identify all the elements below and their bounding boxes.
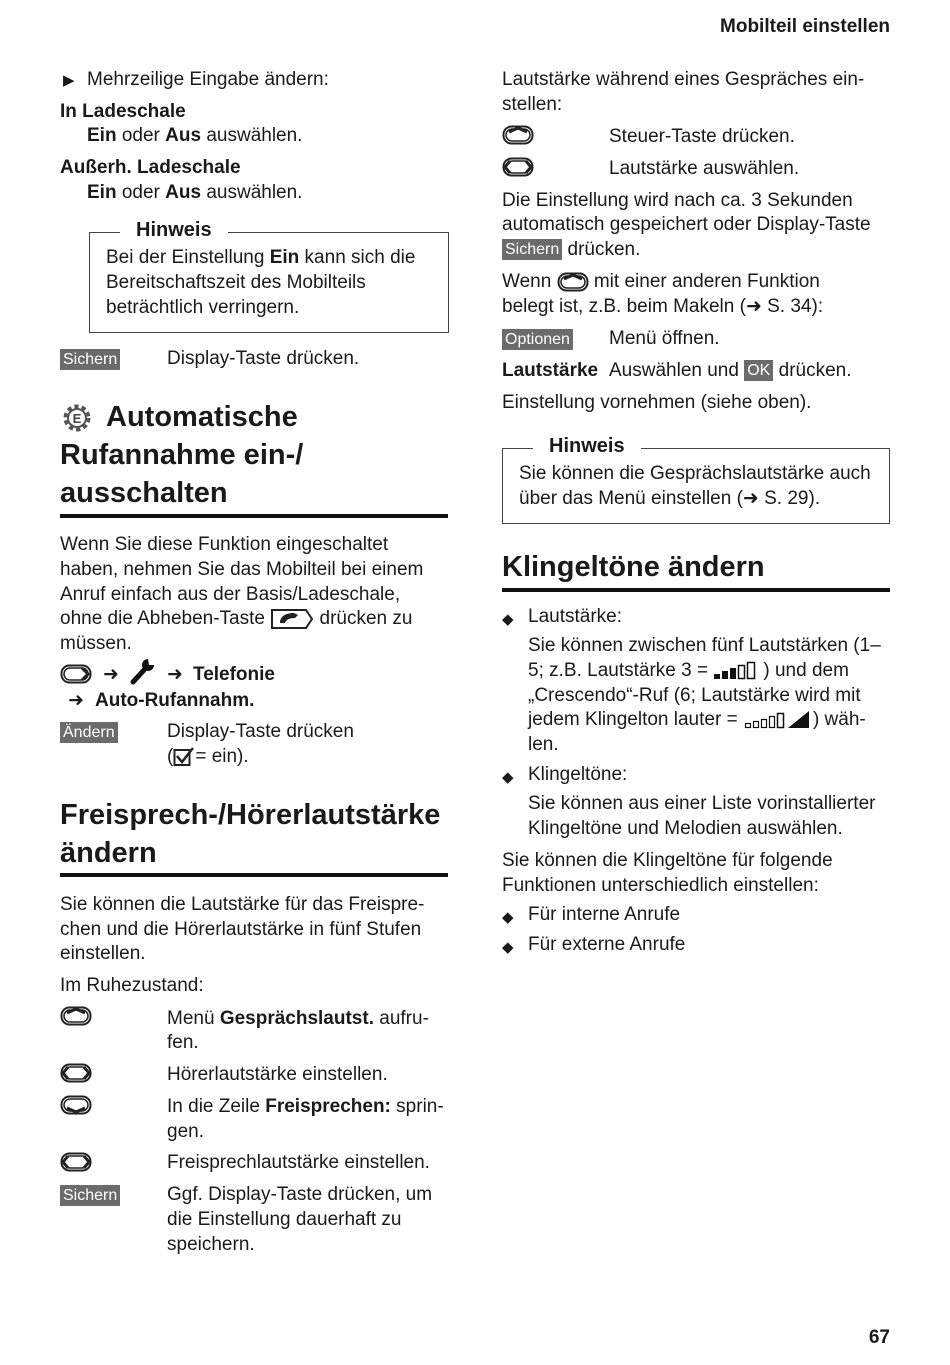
list-item-text: 5; z.B. Lautstärke 3 = ) und dem [528, 660, 849, 681]
step-text: Auswählen und OK drücken. [609, 360, 852, 381]
nav-key-right-icon [60, 664, 92, 684]
list-item-text: Sie können aus einer Liste vorinstallierter [528, 793, 876, 814]
paragraph-line: einstellen. [60, 943, 146, 964]
list-item-text: Klingeltöne und Melodien auswählen. [528, 818, 843, 839]
section-heading: ändern [60, 837, 157, 869]
off-hook-key-icon [270, 608, 314, 630]
paragraph-line: Funktionen unterschiedlich einstellen: [502, 875, 819, 896]
nav-key-up-icon [502, 125, 534, 145]
paragraph-line: Einstellung vornehmen (siehe oben). [502, 392, 812, 413]
step-text: fen. [167, 1032, 199, 1053]
nav-key-left-right-icon [60, 1063, 92, 1083]
arrow-icon: ➜ [167, 664, 183, 685]
step-text: Steuer-Taste drücken. [609, 126, 795, 147]
menu-item-telefonie: Telefonie [193, 664, 275, 685]
hint-title: Hinweis [533, 434, 641, 459]
crescendo-volume-icon [743, 710, 813, 730]
list-item: Lautstärke: [528, 606, 622, 627]
heading-rule [60, 873, 448, 877]
arrow-icon: ➜ [68, 690, 84, 711]
checkbox-checked-icon [173, 747, 195, 767]
paragraph-line: Sichern drücken. [502, 237, 640, 262]
step-text: Hörerlautstärke einstellen. [167, 1064, 388, 1085]
arrow-icon: ➜ [103, 664, 119, 685]
list-item-text: len. [528, 734, 559, 755]
option-text: Ein oder Aus auswählen. [87, 182, 303, 203]
step-text: Freisprechlautstärke einstellen. [167, 1152, 430, 1173]
arrow-icon: ➜ [745, 296, 762, 317]
display-key-optionen: Optionen [502, 329, 573, 350]
arrow-icon: ➜ [742, 488, 759, 509]
step-text: speichern. [167, 1234, 255, 1255]
settings-gear-icon [60, 401, 94, 435]
step-text: Display-Taste drücken. [167, 348, 360, 369]
display-key-sichern: Sichern [60, 349, 120, 370]
hint-box [89, 219, 449, 333]
diamond-bullet-icon: ◆ [502, 939, 514, 956]
paragraph-line: chen und die Hörerlautstärke in fünf Stufen [60, 919, 422, 940]
step-text: In die Zeile Freisprechen: sprin- [167, 1096, 444, 1117]
list-item: Für interne Anrufe [528, 904, 681, 925]
paragraph-line: Sie können die Klingeltöne für folgende [502, 850, 833, 871]
nav-key-left-right-icon [60, 1152, 92, 1172]
step-text: Lautstärke auswählen. [609, 158, 800, 179]
paragraph-line: Lautstärke während eines Gespräches ein- [502, 69, 865, 90]
hint-title: Hinweis [120, 218, 228, 243]
volume-level-3-icon [713, 661, 763, 681]
triangle-bullet-icon: ▶ [63, 72, 75, 89]
page-number: 67 [868, 1327, 890, 1348]
section-heading: ausschalten [60, 477, 228, 509]
display-key-aendern: Ändern [60, 722, 118, 743]
display-key-ok: OK [744, 360, 773, 381]
diamond-bullet-icon: ◆ [502, 769, 514, 786]
nav-key-down-icon [60, 1095, 92, 1115]
step-label: Lautstärke [502, 360, 599, 381]
paragraph-line: Wenn Sie diese Funktion eingeschaltet [60, 534, 389, 555]
hint-body: Sie können die Gesprächslautstärke auch über das Menü einstellen (➜ S. 29). [519, 463, 871, 509]
step-text: Display-Taste drücken [167, 721, 354, 742]
paragraph-line: stellen: [502, 94, 563, 115]
option-text: Ein oder Aus auswählen. [87, 125, 303, 146]
paragraph-line: Sie können die Lautstärke für das Freispre- [60, 894, 425, 915]
paragraph-line: Im Ruhezustand: [60, 975, 204, 996]
list-item-text: Sie können zwischen fünf Lautstärken (1– [528, 635, 881, 656]
diamond-bullet-icon: ◆ [502, 611, 514, 628]
hint-body: Bei der Einstellung Ein kann sich die Bereitschaftszeit des Mobilteils beträchtlich verringern. [106, 247, 416, 318]
heading-rule [60, 514, 448, 518]
nav-key-up-icon [557, 272, 589, 292]
display-key-sichern: Sichern [502, 239, 562, 260]
option-heading: In Ladeschale [60, 101, 186, 122]
running-header: Mobilteil einstellen [720, 16, 890, 37]
paragraph-line: Wenn mit einer anderen Funktion [502, 271, 820, 292]
menu-item-auto-rufannahme: Auto-Rufannahm. [95, 690, 255, 711]
paragraph-line: automatisch gespeichert oder Display-Taste [502, 214, 871, 235]
paragraph-line: haben, nehmen Sie das Mobilteil bei einem [60, 559, 424, 580]
list-item: Klingeltöne: [528, 764, 628, 785]
hint-box [502, 435, 890, 524]
svg-text:E: E [72, 411, 82, 426]
option-heading: Außerh. Ladeschale [60, 157, 241, 178]
step-text: Menü Gesprächslautst. aufru- [167, 1008, 429, 1029]
paragraph-line: belegt ist, z.B. beim Makeln (➜ S. 34): [502, 296, 824, 317]
paragraph-line: müssen. [60, 633, 132, 654]
diamond-bullet-icon: ◆ [502, 909, 514, 926]
heading-rule [502, 588, 890, 592]
instruction-text: Mehrzeilige Eingabe ändern: [87, 69, 329, 90]
list-item: Für externe Anrufe [528, 934, 686, 955]
step-text: die Einstellung dauerhaft zu [167, 1209, 402, 1230]
step-text: ( = ein). [167, 746, 249, 767]
paragraph-line: ohne die Abheben-Taste drücken zu [60, 608, 413, 629]
wrench-icon [130, 657, 156, 685]
step-text: gen. [167, 1121, 204, 1142]
section-heading: Automatische [106, 401, 298, 433]
nav-key-left-right-icon [502, 157, 534, 177]
section-heading: Freisprech-/Hörerlautstärke [60, 799, 441, 831]
paragraph-line: Anruf einfach aus der Basis/Ladeschale, [60, 584, 401, 605]
section-heading: Klingeltöne ändern [502, 551, 765, 583]
paragraph-line: Die Einstellung wird nach ca. 3 Sekunden [502, 190, 853, 211]
section-heading: Rufannahme ein-/ [60, 439, 304, 471]
list-item-text: „Crescendo“-Ruf (6; Lautstärke wird mit [528, 685, 861, 706]
nav-key-up-icon [60, 1006, 92, 1026]
step-text: Menü öffnen. [609, 328, 720, 349]
display-key-sichern: Sichern [60, 1185, 120, 1206]
list-item-text: jedem Klingelton lauter = ) wäh- [528, 709, 866, 730]
step-text: Ggf. Display-Taste drücken, um [167, 1184, 433, 1205]
